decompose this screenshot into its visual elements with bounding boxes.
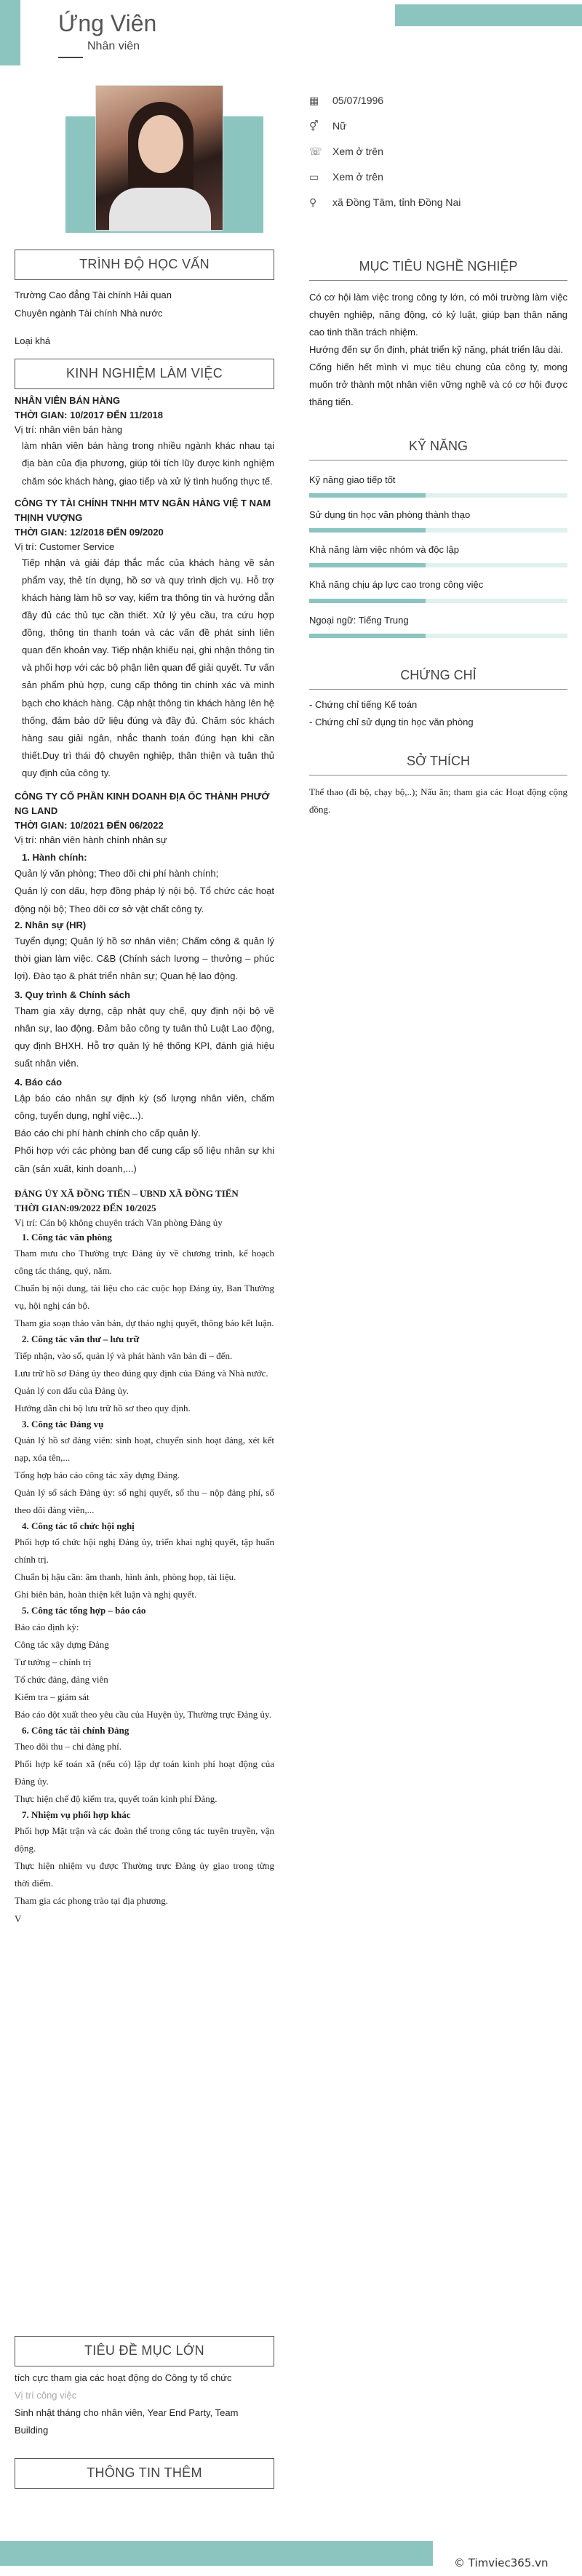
job4-s6-line: Phối hợp kế toán xã (nếu có) lập dự toán kinh phí hoạt động của Đảng ủy.: [15, 1758, 274, 1787]
job4-s5-line: Báo cáo đột xuất theo yêu cầu của Huyện ủy, Thường trực Đảng ủy.: [15, 1708, 271, 1720]
job4-s3-line: Quản lý sổ sách Đảng ủy: sổ nghị quyết, sổ thu – nộp đảng phí, sổ theo dõi đảng viên,...: [15, 1486, 274, 1516]
job3-s2-body: Tuyển dụng; Quản lý hồ sơ nhân viên; Chấm công & quản lý thời gian làm việc. C&B (Chính sách lương – thưởng – phúc lợi). Đào tạo & phát triển nhân sự; Quan hệ lao động.: [15, 935, 274, 981]
education-grade: Loại khá: [15, 335, 51, 346]
skills-title: KỸ NĂNG: [309, 436, 567, 460]
job3-s4-line: Phối hợp với các phòng ban để cung cấp số liệu nhân sự khi cần (sản xuất, kinh doanh,...): [15, 1145, 274, 1174]
skill-item: Sử dụng tin học văn phòng thành thạo: [309, 508, 567, 533]
job4-s3-title: 3. Công tác Đảng vụ: [22, 1418, 104, 1429]
job2-time: THỜI GIAN: 12/2018 ĐẾN 09/2020: [15, 526, 164, 538]
job4-s6-line: Thực hiện chế độ kiểm tra, quyết toán kinh phí Đảng.: [15, 1793, 218, 1805]
skill-item: Khả năng chịu áp lực cao trong công việc: [309, 578, 567, 602]
job3-company: CÔNG TY CỔ PHẦN KINH DOANH ĐỊA ỐC THÀNH PHƯỚ NG LAND: [15, 790, 270, 816]
contact-email: ▭ Xem ở trên: [309, 170, 383, 186]
activities-title: TIÊU ĐỀ MỤC LỚN: [15, 2336, 274, 2366]
job4-s2-line: Quản lý con dấu của Đảng ủy.: [15, 1384, 129, 1396]
more-info-title: THÔNG TIN THÊM: [15, 2458, 274, 2489]
job3-s4-line: Báo cáo chi phí hành chính cho cấp quản lý.: [15, 1128, 201, 1139]
job4-s2-title: 2. Công tác văn thư – lưu trữ: [22, 1333, 140, 1345]
location-pin-icon: ⚲: [309, 196, 317, 208]
contact-address: ⚲ xã Đồng Tâm, tỉnh Đồng Nai: [309, 195, 461, 211]
job4-s3-line: Tổng hợp báo cáo công tác xây dựng Đảng.: [15, 1469, 180, 1480]
objective-title: MỤC TIÊU NGHỀ NGHIỆP: [309, 257, 567, 281]
job3-s2-title: 2. Nhân sự (HR): [15, 919, 87, 930]
job4-s2-line: Lưu trữ hồ sơ Đảng ủy theo đúng quy định của Đảng và Nhà nước.: [15, 1367, 268, 1379]
job4-s5-title: 5. Công tác tổng hợp – báo cáo: [22, 1605, 146, 1616]
activities-line: Sinh nhật tháng cho nhân viên, Year End Party, Team Building: [15, 2407, 239, 2436]
job3-position: Vị trí: nhân viên hành chính nhân sự: [15, 834, 167, 846]
job1-description: làm nhân viên bán hàng trong nhiều ngành khác nhau tại địa bàn của địa phương, giúp tôi tích lũy được kinh nghiệm chăm sóc khách hàng, giao tiếp và xử lý tình huống thực tế.: [22, 440, 274, 487]
job4-time: THỜI GIAN:09/2022 ĐẾN 10/2025: [15, 1202, 156, 1213]
job4-s4-line: Ghi biên bản, hoàn thiện kết luận và nghị quyết.: [15, 1589, 197, 1600]
hobbies-title: SỞ THÍCH: [309, 751, 567, 775]
job4-s1-line: Tham mưu cho Thường trực Đảng ủy về chương trình, kế hoạch công tác tháng, quý, năm.: [15, 1248, 274, 1277]
job4-s5-line: Tổ chức đảng, đảng viên: [15, 1673, 108, 1685]
job4-s6-title: 6. Công tác tài chính Đảng: [22, 1724, 129, 1736]
certificates-section: [309, 696, 567, 731]
right-accent-bar: [395, 4, 582, 26]
experience-section: [15, 394, 274, 1928]
job3-time: THỜI GIAN: 10/2021 ĐẾN 06/2022: [15, 820, 164, 832]
skill-bar: [309, 599, 567, 603]
job4-s2-line: Tiếp nhận, vào sổ, quản lý và phát hành văn bản đi – đến.: [15, 1349, 233, 1361]
activities-line: tích cực tham gia các hoạt động do Công ty tổ chức: [15, 2372, 232, 2383]
watermark: © Timviec365.vn: [454, 2556, 549, 2569]
hobbies-text: Thể thao (đi bộ, chạy bộ,..); Nấu ăn; tham gia các Hoạt động cộng đồng.: [309, 786, 567, 816]
bottom-accent-bar: [0, 2541, 433, 2566]
objective-paragraph: Cống hiến hết mình vì mục tiêu chung của công ty, mong muốn trở thành một nhân viên vững nghề và có cơ hội được thăng tiến.: [309, 362, 567, 408]
job4-s4-line: Chuẩn bị hậu cần: âm thanh, hình ảnh, phòng họp, tài liệu.: [15, 1571, 236, 1583]
job1-time: THỜI GIAN: 10/2017 ĐẾN 11/2018: [15, 410, 164, 421]
candidate-job-title: Nhân viên: [87, 40, 140, 52]
job2-position: Vị trí: Customer Service: [15, 541, 115, 552]
certificate-item: - Chứng chỉ sử dụng tin học văn phòng: [309, 717, 474, 728]
objective-paragraph: Hướng đến sự ổn định, phát triển kỹ năng, phát triển lâu dài.: [309, 344, 563, 356]
email-icon: ▭: [309, 171, 319, 183]
job3-s3-title: 3. Quy trình & Chính sách: [15, 989, 130, 1000]
contact-phone: ☏ Xem ở trên: [309, 144, 383, 160]
job4-s5-line: Kiểm tra – giám sát: [15, 1691, 89, 1702]
job4-s6-line: Theo dõi thu – chi đảng phí.: [15, 1740, 121, 1752]
job4-s1-line: Tham gia soạn thảo văn bản, dự thảo nghị quyết, thông báo kết luận.: [15, 1317, 274, 1329]
job1-title: NHÂN VIÊN BÁN HÀNG: [15, 395, 121, 406]
avatar: [95, 85, 223, 231]
experience-title: KINH NGHIỆM LÀM VIỆC: [15, 359, 274, 389]
education-section: [15, 286, 274, 350]
education-title: TRÌNH ĐỘ HỌC VẤN: [15, 250, 274, 280]
job3-s1-line: Quản lý văn phòng; Theo dõi chi phí hành chính;: [15, 868, 219, 880]
skill-bar: [309, 634, 567, 638]
skills-list: [309, 473, 567, 648]
activities-section: [15, 2369, 274, 2439]
job4-s2-line: Hướng dẫn chi bộ lưu trữ hồ sơ theo quy định.: [15, 1402, 191, 1413]
job4-s1-line: Chuẩn bị nội dung, tài liệu cho các cuộc họp Đảng ủy, Ban Thường vụ, hội nghị cán bộ.: [15, 1283, 274, 1312]
job4-s5-line: Công tác xây dựng Đảng: [15, 1638, 109, 1650]
job4-s4-title: 4. Công tác tổ chức hội nghị: [22, 1520, 135, 1532]
job4-company: ĐẢNG ỦY XÃ ĐỒNG TIẾN – UBND XÃ ĐỒNG TIẾN: [15, 1187, 239, 1199]
objective-section: [309, 289, 567, 411]
job3-s1-title: 1. Hành chính:: [22, 852, 87, 864]
job4-s1-title: 1. Công tác văn phòng: [22, 1231, 112, 1243]
contact-birthday: ▦ 05/07/1996: [309, 93, 383, 109]
job4-s4-line: Phối hợp tổ chức hội nghị Đảng ủy, triển khai nghị quyết, tập huấn chính trị.: [15, 1536, 274, 1566]
job3-s1-line: Quản lý con dấu, hợp đồng pháp lý nội bộ. Tổ chức các hoạt động nội bộ; Theo dõi cơ sở vật chất công ty.: [15, 885, 274, 914]
candidate-name: Ứng Viên: [58, 10, 157, 36]
job4-s5-line: Báo cáo định kỳ:: [15, 1621, 79, 1632]
skill-bar: [309, 528, 567, 533]
job4-s5-line: Tư tưởng – chính trị: [15, 1656, 92, 1667]
education-school: Trường Cao đẳng Tài chính Hải quan: [15, 290, 172, 300]
certificate-item: - Chứng chỉ tiếng Kế toán: [309, 699, 418, 710]
job4-s7-line: Tham gia các phong trào tại địa phương.: [15, 1895, 169, 1907]
skill-bar: [309, 493, 567, 498]
contact-gender: ⚥ Nữ: [309, 119, 346, 135]
job2-description: Tiếp nhận và giải đáp thắc mắc của khách hàng về sản phẩm vay, thẻ tín dụng, hồ sơ và quy trình dịch vụ. Hỗ trợ khách hàng làm hồ sơ vay, kiểm tra thông tin và hướng dẫn đầy đủ các thủ tục cần thiết. Xử lý yêu cầu, tra cứu hợp đồng, thông tin thanh toán và các vấn đề phát sinh liên quan đến khoản vay. Tiếp nhận khiếu nại, ghi nhận thông tin và phối hợp với các bộ phận liên quan để giải quyết. Tư vấn sản phẩm phù hợp, cung cấp thông tin chính xác và minh bạch cho khách hàng. Cập nhật thông tin khách hàng lên hệ thống, đảm bảo dữ liệu đúng và đầy đủ. Chăm sóc khách hàng sau giải ngân, nhắc thanh toán đúng hạn khi cần thiết.Duy trì thái độ chuyên nghiệp, thân thiện và tuân thủ quy định của công ty.: [22, 557, 274, 778]
job3-s3-body: Tham gia xây dựng, cập nhật quy chế, quy định nội bộ về nhân sự, lao động. Đảm bảo công ty tuân thủ Luật Lao động, quy định BHXH. Hỗ trợ quản lý hệ thống KPI, đánh giá hiệu suất nhân viên.: [15, 1005, 274, 1069]
left-accent-bar: [0, 0, 20, 65]
job4-s7-line: Thực hiện nhiệm vụ được Thường trực Đảng ủy giao trong từng thời điểm.: [15, 1860, 274, 1889]
job3-s4-title: 4. Báo cáo: [15, 1077, 63, 1088]
job4-end-mark: V: [15, 1913, 22, 1924]
job2-company: CÔNG TY TÀI CHÍNH TNHH MTV NGÂN HÀNG VIỆ T NAM THỊNH VƯỢNG: [15, 497, 271, 523]
activities-position: Vị trí công việc: [15, 2390, 77, 2401]
job1-position: Vị trí: nhân viên bán hàng: [15, 424, 123, 436]
calendar-icon: ▦: [309, 95, 319, 106]
job4-s7-line: Phối hợp Mặt trận và các đoàn thể trong công tác tuyên truyền, vận động.: [15, 1825, 274, 1854]
skill-item: Ngoại ngữ: Tiếng Trung: [309, 613, 567, 638]
gender-icon: ⚥: [309, 120, 319, 132]
title-underline: [58, 57, 83, 58]
job3-s4-line: Lập báo cáo nhân sự định kỳ (số lượng nhân viên, chấm công, tuyển dụng, nghỉ việc...).: [15, 1093, 274, 1122]
objective-paragraph: Có cơ hội làm việc trong công ty lớn, có môi trường làm việc chuyên nghiệp, năng động, có kỷ luật, giúp bạn thân năng cao tinh thần trách nhiệm.: [309, 292, 567, 338]
certificates-title: CHỨNG CHỈ: [309, 666, 567, 690]
skill-item: Khả năng làm việc nhóm và độc lập: [309, 543, 567, 567]
phone-icon: ☏: [309, 145, 322, 157]
education-major: Chuyên ngành Tài chính Nhà nước: [15, 308, 163, 319]
job4-s7-title: 7. Nhiệm vụ phối hợp khác: [22, 1809, 131, 1821]
job4-s3-line: Quản lý hồ sơ đảng viên: sinh hoạt, chuyển sinh hoạt đảng, xét kết nạp, xóa tên,...: [15, 1434, 274, 1463]
skill-item: Kỹ năng giao tiếp tốt: [309, 473, 567, 498]
job4-position: Vị trí: Cán bộ không chuyên trách Văn phòng Đảng ủy: [15, 1216, 223, 1228]
skill-bar: [309, 563, 567, 567]
